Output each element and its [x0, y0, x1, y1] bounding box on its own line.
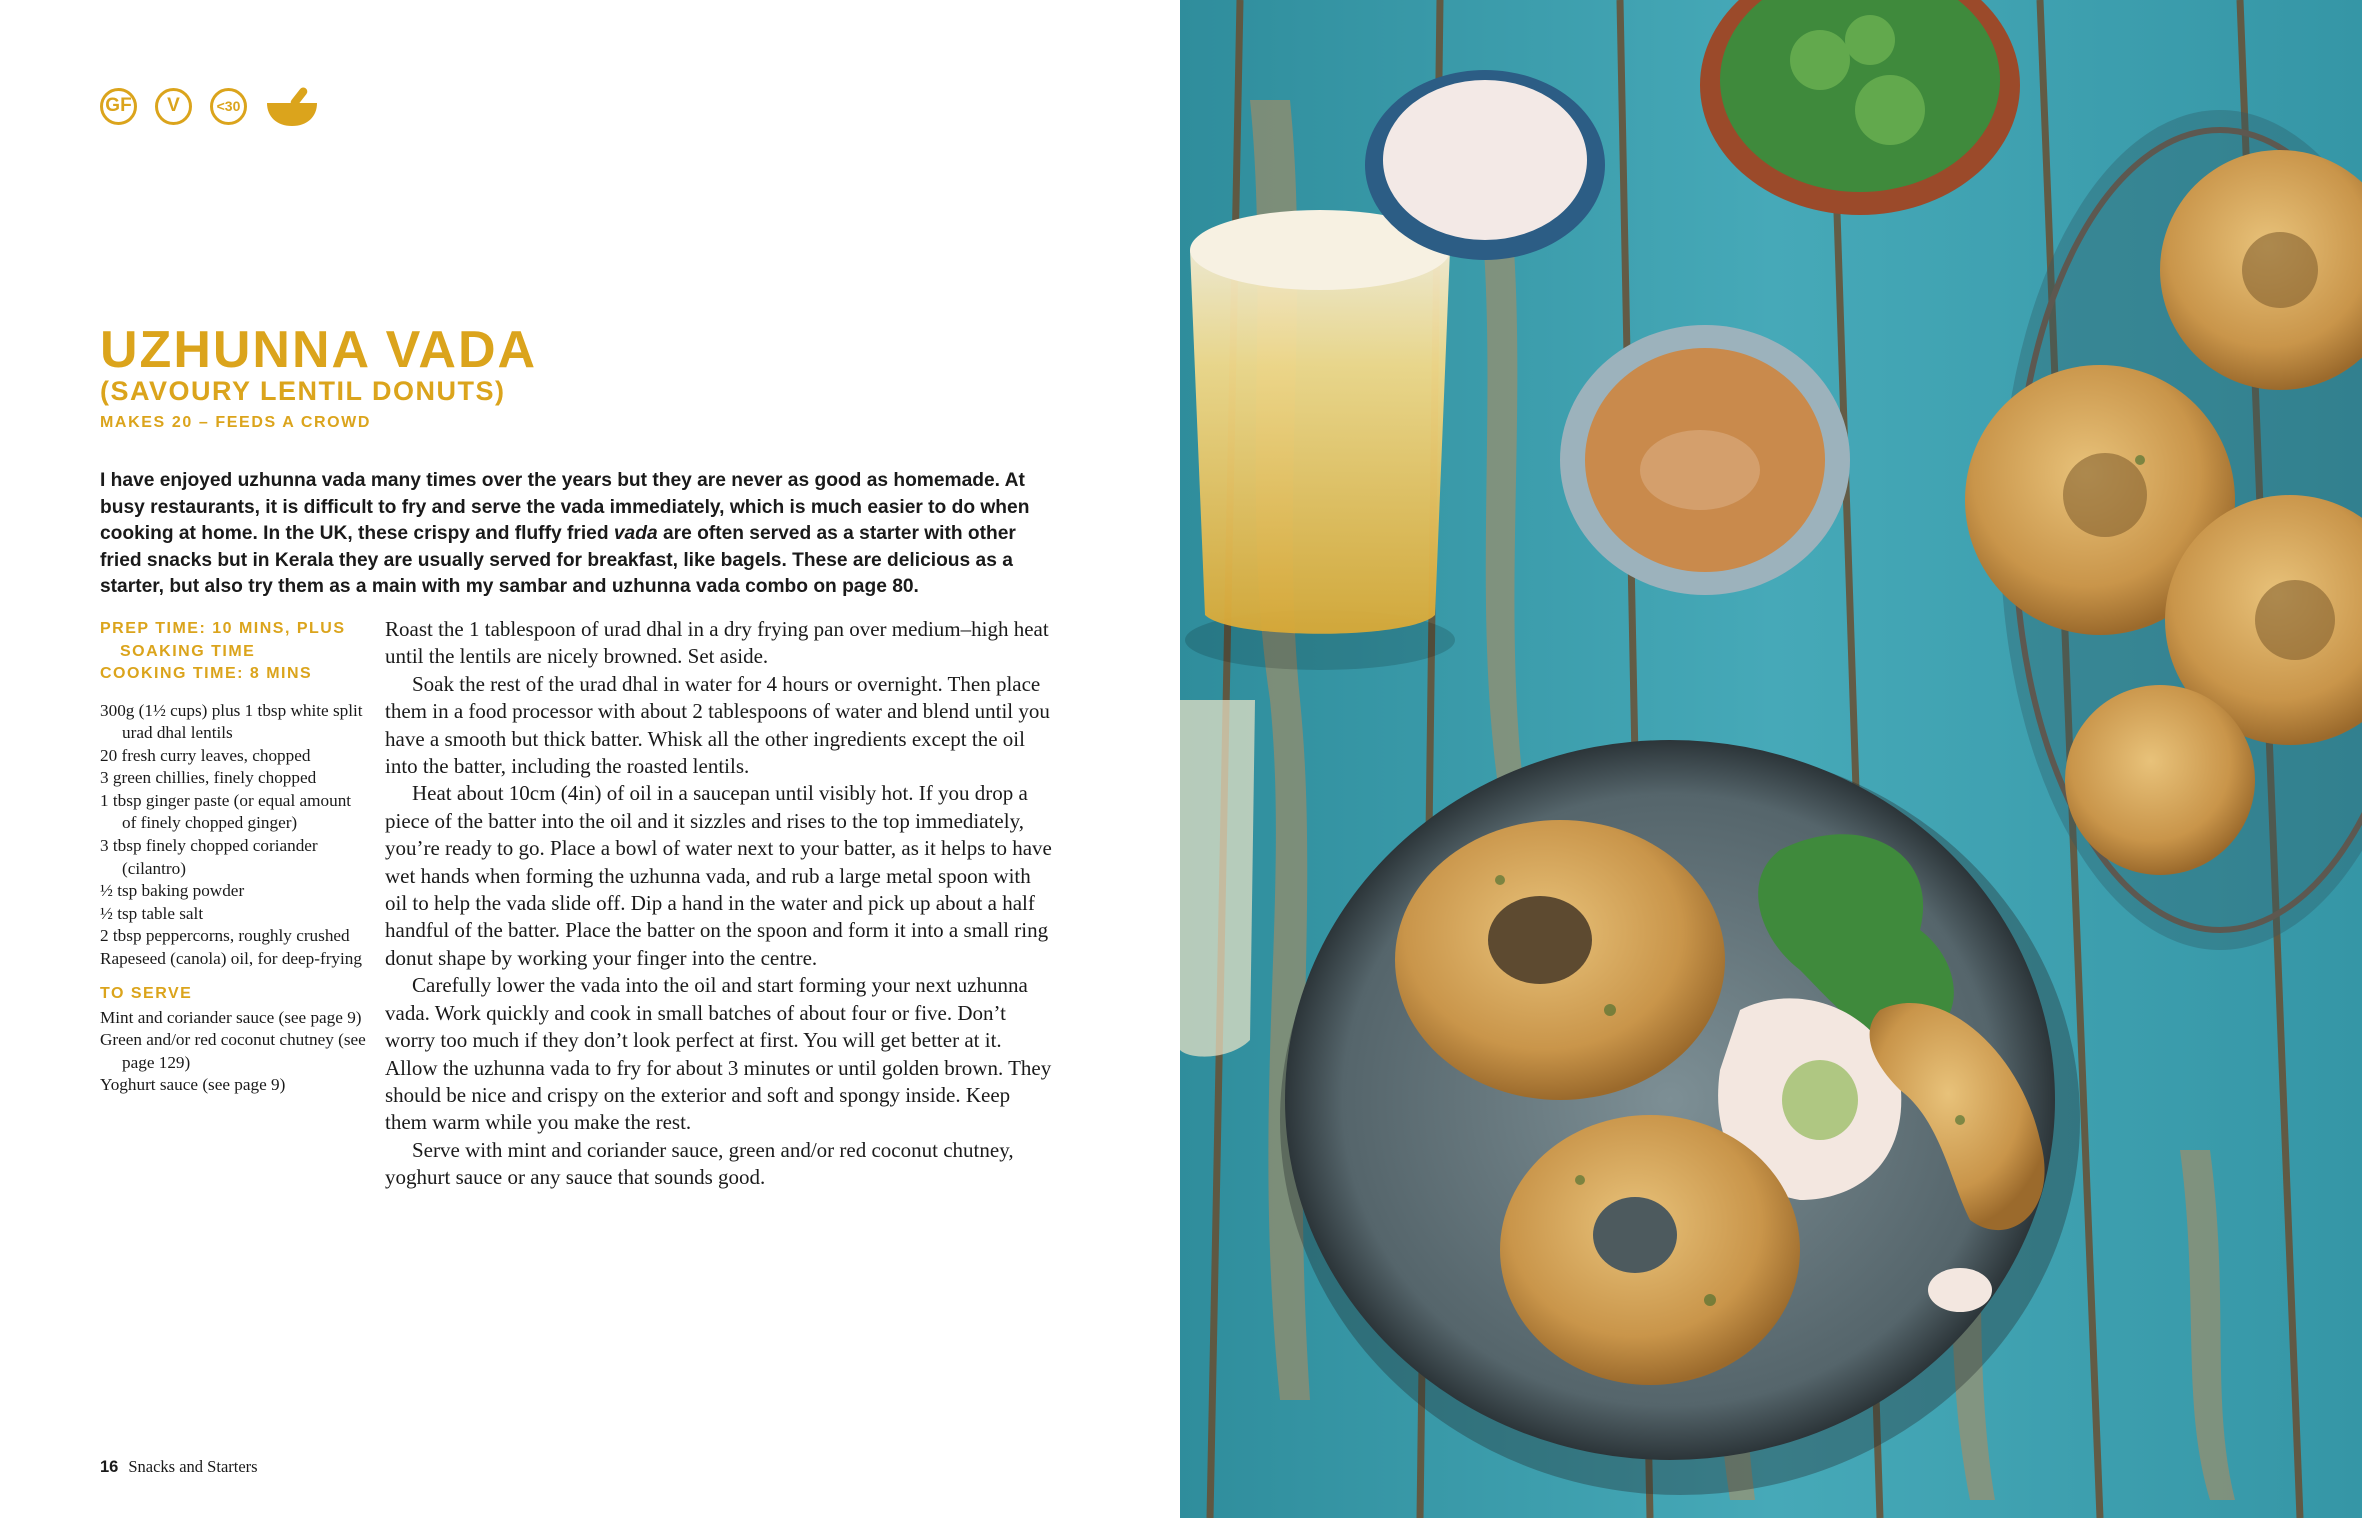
ingredient-item: ½ tsp baking powder	[100, 881, 245, 901]
recipe-intro: I have enjoyed uzhunna vada many times over the years but they are never as good as homemade. At busy restaurants, it is difficult to fry and serve the vada immediately, which is much easier to do when cooking at home. In the UK, these crispy and fluffy fried vada are often served as a starter with other fried snacks but in Kerala they are usually served for breakfast, like bagels. These are delicious as a starter, but also try them as a main with my sambar and uzhunna vada combo on page 80.	[100, 470, 1030, 598]
under-30-mins-icon: <30	[210, 88, 247, 125]
ingredient-item: 3 green chillies, finely chopped	[100, 768, 317, 788]
page-number: 16	[100, 1458, 119, 1476]
method-paragraph: Roast the 1 tablespoon of urad dhal in a dry frying pan over medium–high heat until the lentils are nicely browned. Set aside.	[385, 617, 1049, 669]
prep-time: PREP TIME: 10 MINS, PLUS SOAKING TIME	[100, 620, 346, 660]
method-text	[385, 616, 1053, 1192]
vegetarian-icon: V	[155, 88, 192, 125]
method-paragraph: Serve with mint and coriander sauce, green and/or red coconut chutney, yoghurt sauce or any sauce that sounds good.	[385, 1137, 1014, 1190]
food-photo	[1180, 0, 2362, 1518]
ingredient-list	[100, 700, 368, 971]
serve-item: Yoghurt sauce (see page 9)	[100, 1075, 286, 1095]
ingredient-item: 1 tbsp ginger paste (or equal amount of finely chopped ginger)	[100, 790, 352, 833]
ingredient-item: 3 tbsp finely chopped coriander (cilantro)	[100, 836, 318, 878]
recipe-title: UZHUNNA VADA	[100, 321, 538, 379]
ingredient-item: ½ tsp table salt	[100, 903, 204, 923]
food-photo-illustration	[1180, 0, 2362, 1518]
method-paragraph: Carefully lower the vada into the oil and start forming your next uzhunna vada. Work quickly and cook in small batches of about four or five. Don’t worry too much if they don’t look perfect at first. You will get better at it. Allow the uzhunna vada to fry for about 3 minutes or until golden brown. They should be nice and crispy on the exterior and soft and spongy inside. Keep them warm while you make the rest.	[385, 973, 1052, 1135]
recipe-subtitle: (SAVOURY LENTIL DONUTS)	[100, 376, 506, 406]
page-footer	[100, 1457, 258, 1477]
serve-item: Mint and coriander sauce (see page 9)	[100, 1007, 362, 1027]
ingredient-item: 2 tbsp peppercorns, roughly crushed	[100, 926, 350, 946]
gluten-free-icon: GF	[100, 88, 137, 125]
ingredient-item: Rapeseed (canola) oil, for deep-frying	[100, 949, 362, 969]
to-serve-heading: TO SERVE	[100, 984, 193, 1002]
method-paragraph: Soak the rest of the urad dhal in water for 4 hours or overnight. Then place them in a food processor with about 2 tablespoons of water and blend until you have a smooth but thick batter. Whisk all the other ingredients except the oil into the batter, including the roasted lentils.	[385, 671, 1050, 779]
diet-icons	[100, 84, 319, 128]
serve-list	[100, 1007, 368, 1097]
section-name: Snacks and Starters	[128, 1457, 258, 1476]
serve-item: Green and/or red coconut chutney (see page 129)	[100, 1030, 366, 1072]
cooking-time: COOKING TIME: 8 MINS	[100, 665, 313, 682]
ingredient-item: 20 fresh curry leaves, chopped	[100, 745, 311, 765]
mortar-pestle-icon	[265, 84, 319, 128]
ingredients-column	[100, 618, 368, 1097]
left-page	[0, 0, 1180, 1518]
method-paragraph: Heat about 10cm (4in) of oil in a saucepan until visibly hot. If you drop a piece of the batter into the oil and it sizzles and rises to the top immediately, you’re ready to go. Place a bowl of water next to your batter, as it helps to have wet hands when forming the uzhunna vada, and rub a large metal spoon with oil to help the vada slide off. Dip a hand in the water and pick up about a half handful of the batter. Place the batter on the spoon and form it into a small ring donut shape by working your finger into the centre.	[385, 781, 1052, 970]
ingredient-item: 300g (1½ cups) plus 1 tbsp white split urad dhal lentils	[100, 700, 363, 743]
recipe-yield: MAKES 20 – FEEDS A CROWD	[100, 414, 372, 431]
